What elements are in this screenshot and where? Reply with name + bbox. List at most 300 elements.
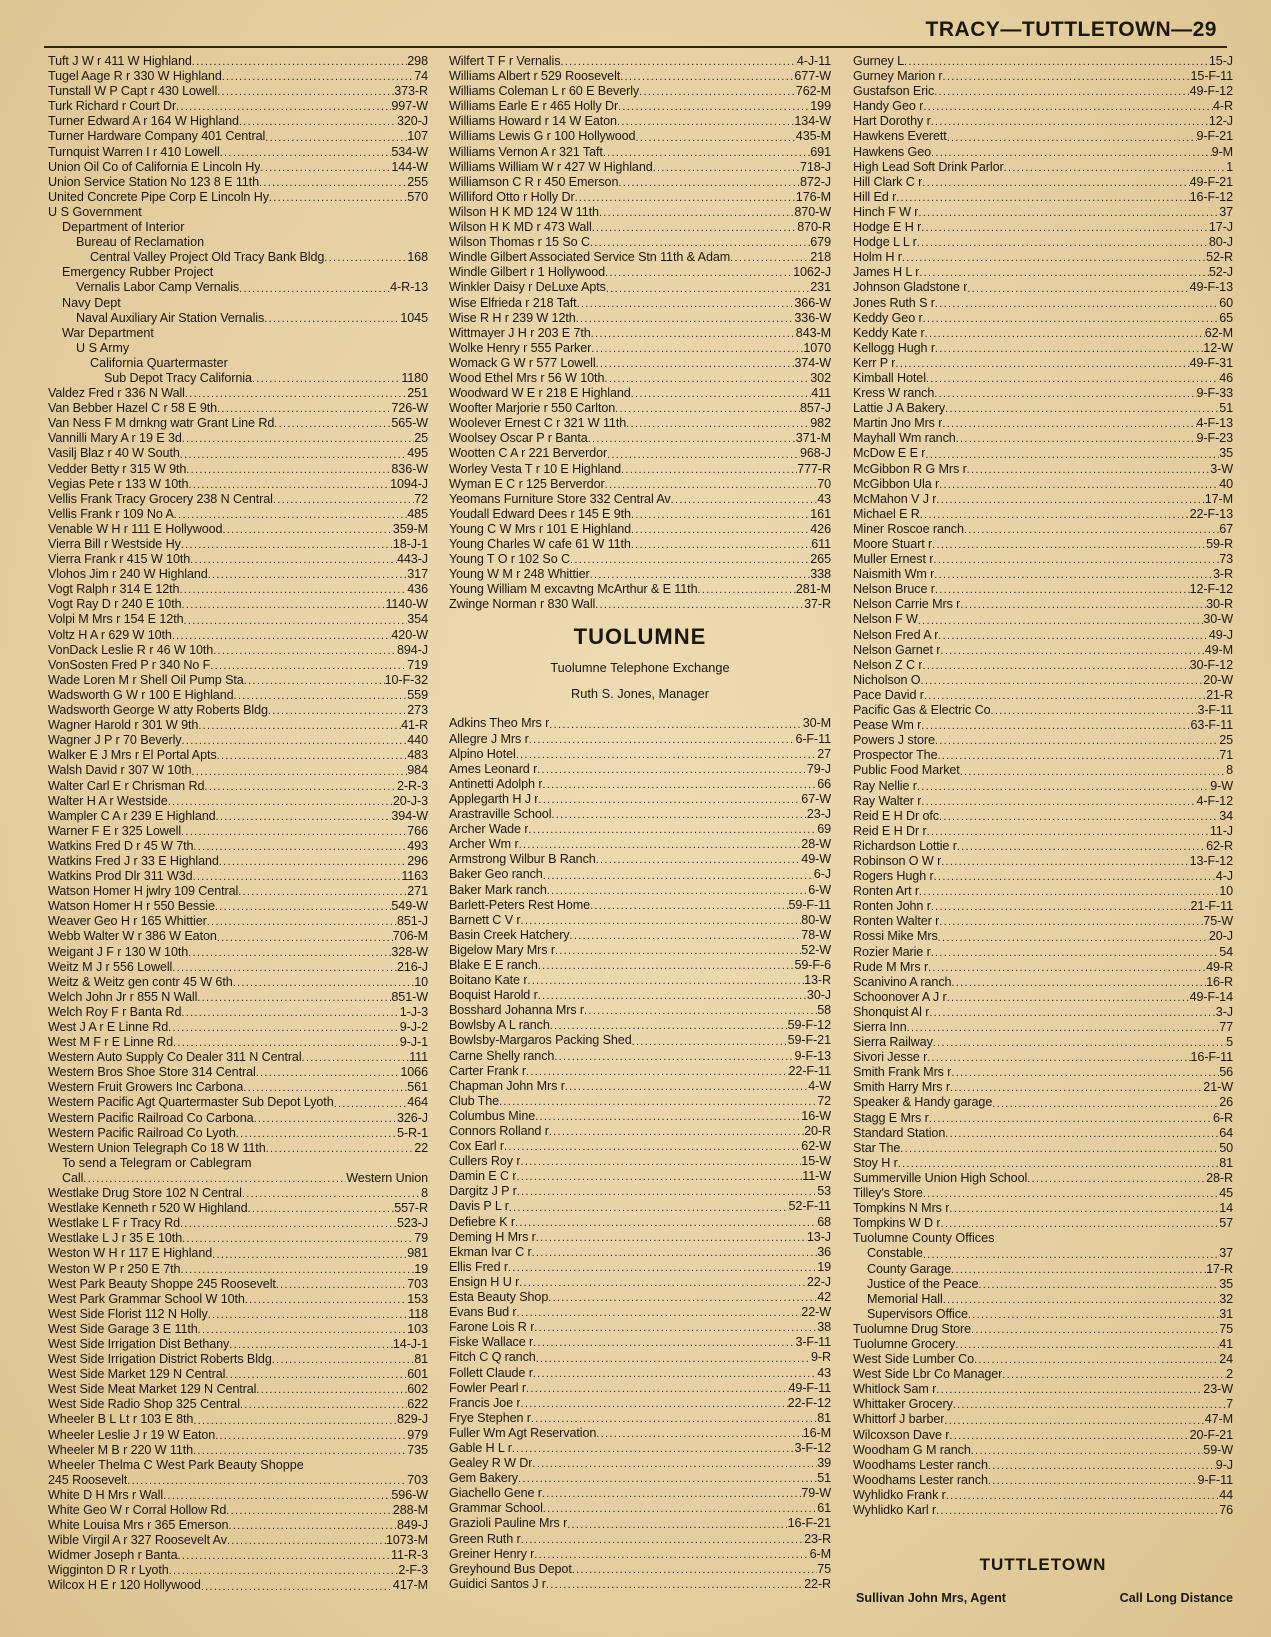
listing-entry (853, 205, 1233, 220)
dot-leader (929, 1007, 1215, 1020)
listing-name: Cox Earl r (449, 1139, 504, 1154)
listing-entry (449, 462, 831, 477)
listing-number: 420-W (391, 627, 428, 642)
dot-leader (939, 916, 1203, 929)
dot-leader (520, 1156, 801, 1169)
dot-leader (207, 916, 397, 929)
listing-number: 483 (407, 748, 428, 763)
dot-leader (527, 975, 804, 988)
listing-name: Tugel Aage R r 330 W Highland (48, 69, 222, 84)
listing-entry (853, 1050, 1233, 1065)
listing-number: 836-W (391, 461, 428, 476)
listing-name: Wheeler B L Lt r 103 E 8th (48, 1412, 194, 1427)
listing-name: Giachello Gene r (449, 1486, 542, 1501)
dot-leader (537, 764, 807, 777)
listing-number: 426 (810, 521, 831, 536)
listing-number: 3-W (1210, 461, 1233, 476)
listing-number: 726-W (391, 401, 428, 416)
listing-entry (449, 175, 831, 190)
listing-number: 6-J (813, 867, 831, 882)
listing-entry (48, 1111, 428, 1126)
dot-leader (215, 1430, 407, 1443)
listing-entry (449, 898, 831, 913)
listing-number: 81 (414, 1352, 428, 1367)
dot-leader (988, 1475, 1198, 1488)
listing-entry (48, 1337, 428, 1352)
listing-number: 706-M (392, 929, 428, 944)
listing-number: 49-R (1206, 959, 1233, 974)
listing-number: 37 (1219, 1246, 1233, 1261)
listing-entry (853, 371, 1233, 386)
listing-entry (48, 779, 428, 794)
listing-number: 16-W (801, 1108, 831, 1123)
listing-entry (48, 1201, 428, 1216)
dot-leader (590, 569, 811, 582)
listing-name: Wolke Henry r 555 Parker (449, 340, 592, 355)
dot-leader (182, 735, 408, 748)
listing-name: Wheeler M B r 220 W 11th (48, 1442, 194, 1457)
dot-leader (548, 1292, 817, 1305)
listing-name: Walter Carl E r Chrisman Rd (48, 778, 205, 793)
listing-entry (853, 1262, 1233, 1277)
listing-name: Windle Gilbert r 1 Hollywood (449, 265, 606, 280)
listing-number: 52-W (801, 942, 831, 957)
listing-entry (853, 1458, 1233, 1473)
listing-name: Ray Nellie r (853, 778, 917, 793)
dot-leader (216, 811, 392, 824)
dot-leader (259, 177, 407, 190)
listing-entry (853, 356, 1233, 371)
listing-name: Bosshard Johanna Mrs r (449, 1003, 584, 1018)
dot-leader (671, 494, 818, 507)
dot-leader (192, 56, 408, 69)
dot-leader (620, 71, 794, 84)
listing-number: 9-F-21 (1196, 129, 1233, 144)
dot-leader (242, 1188, 421, 1201)
dot-leader (516, 1171, 802, 1184)
listing-name: Williford Otto r Holly Dr (449, 189, 575, 204)
listing-name: Wadsworth George W atty Roberts Bldg (48, 703, 268, 718)
dot-leader (208, 1309, 409, 1322)
listing-number: 22 (414, 1140, 428, 1155)
listing-number: 107 (407, 129, 428, 144)
listing-number: 443-J (396, 552, 428, 567)
listing-entry (449, 1260, 831, 1275)
listing-name: Gealey R W Dr (449, 1456, 533, 1471)
listing-number: 12-J (1208, 114, 1233, 129)
listing-number: 30-M (802, 716, 831, 731)
dot-leader (509, 1202, 789, 1215)
listing-entry (853, 597, 1233, 612)
listing-number: 35 (1219, 1276, 1233, 1291)
listing-name: Kerr P r (853, 355, 896, 370)
dot-leader (590, 237, 810, 250)
listing-number: 968-J (799, 446, 831, 461)
listing-entry (48, 990, 428, 1005)
listing-name: Gurney L (853, 54, 905, 68)
listing-name: Greyhound Bus Depot (449, 1561, 572, 1576)
listing-entry (853, 733, 1233, 748)
listing-name: Deming H Mrs r (449, 1229, 536, 1244)
listing-name: Reid E H Dr r (853, 823, 927, 838)
listing-entry (48, 1246, 428, 1261)
listing-name: Western Auto Supply Co Dealer 311 N Central (48, 1050, 302, 1065)
dot-leader (931, 147, 1212, 160)
dot-leader (917, 237, 1209, 250)
listing-name: West Side Irrigation District Roberts Bldg (48, 1352, 272, 1367)
listing-name: Robinson O W r (853, 853, 942, 868)
listing-number: 41 (1219, 1336, 1233, 1351)
listing-entry (48, 854, 428, 869)
listing-number: 40 (1219, 476, 1233, 491)
dot-leader (499, 1096, 817, 1109)
listing-entry (48, 145, 428, 160)
listing-number: 16-M (802, 1425, 831, 1440)
dot-leader (191, 766, 407, 779)
listing-name: Woodhams Lester ranch (853, 1472, 988, 1487)
listing-entry (853, 1412, 1233, 1427)
listing-number: 32 (1219, 1291, 1233, 1306)
listing-number: 20-F-21 (1189, 1427, 1233, 1442)
listing-number: 73 (1219, 552, 1233, 567)
listing-name: Reid E H Dr ofc (853, 808, 939, 823)
listing-number: 601 (407, 1367, 428, 1382)
listing-name: Vogt Ray D r 240 E 10th (48, 597, 182, 612)
listing-number: 851-J (396, 914, 428, 929)
dot-leader (936, 494, 1204, 507)
listing-name: Vellis Frank Tracy Grocery 238 N Central (48, 491, 273, 506)
listing-entry (853, 326, 1233, 341)
listing-number: 72 (817, 1093, 831, 1108)
dot-leader (928, 962, 1206, 975)
listing-name: Western Union Telegraph Co 18 W 11th (48, 1140, 266, 1155)
listing-name: White Geo W r Corral Hollow Rd (48, 1503, 227, 1517)
dot-leader (591, 343, 803, 356)
dot-leader (964, 524, 1219, 537)
dot-leader (923, 313, 1220, 326)
dot-leader (572, 1564, 817, 1577)
listing-entry (48, 371, 428, 386)
listing-number: 9-J (1215, 1457, 1233, 1472)
listing-heading: To send a Telegram or Cablegram (62, 1155, 252, 1170)
dot-leader (924, 690, 1206, 703)
listing-number: 43 (817, 491, 831, 506)
dot-leader (265, 132, 407, 145)
listing-entry (853, 145, 1233, 160)
listing-name: County Garage (867, 1261, 952, 1276)
dot-leader (168, 1022, 400, 1035)
listing-entry (449, 1411, 831, 1426)
listing-entry (853, 416, 1233, 431)
listing-name: Bowlsby-Margaros Packing Shed (449, 1033, 632, 1048)
listing-name: Fiske Wallace r (449, 1335, 534, 1350)
listing-number: 979 (407, 1427, 428, 1442)
dot-leader (83, 1173, 346, 1186)
listing-number: 69 (817, 822, 831, 837)
dot-leader (252, 373, 401, 386)
listing-name: Guidici Santos J r (449, 1576, 546, 1591)
listing-name: Lattie J A Bakery (853, 401, 946, 416)
dot-leader (588, 433, 796, 446)
listing-number: 72 (414, 491, 428, 506)
listing-entry (853, 839, 1233, 854)
listing-name: Woolever Ernest C r 321 W 11th (449, 416, 627, 431)
listing-number: 20-W (1203, 672, 1233, 687)
listing-number: 281-M (795, 582, 831, 597)
listing-number: 534-W (391, 144, 428, 159)
listing-name: Sivori Jesse r (853, 1050, 928, 1065)
dot-leader (596, 1428, 802, 1441)
listing-heading: U S Government (48, 204, 142, 219)
dot-leader (245, 1294, 407, 1307)
dot-leader (605, 479, 818, 492)
dot-leader (193, 871, 402, 884)
listing-name: Winkler Daisy r DeLuxe Apts (449, 280, 606, 295)
listing-number: 559 (407, 687, 428, 702)
listing-entry (853, 1277, 1233, 1292)
listing-name: Fowler Pearl r (449, 1380, 526, 1395)
dot-leader (266, 1143, 415, 1156)
listing-name: Turner Hardware Company 401 Central (48, 129, 266, 144)
listing-number: 216-J (396, 959, 428, 974)
listing-name: Van Bebber Hazel C r 58 E 9th (48, 401, 218, 416)
listing-number: 20-R (804, 1124, 831, 1138)
dot-leader (260, 162, 391, 175)
listing-number: 76 (1219, 1503, 1233, 1517)
listing-number: 3-F-12 (794, 1440, 831, 1455)
listing-number: 34 (1219, 808, 1233, 823)
listing-number: 78-W (801, 927, 831, 942)
dot-leader (960, 766, 1226, 779)
dot-leader (902, 252, 1206, 265)
listing-entry (48, 1503, 428, 1518)
listing-heading: Bureau of Reclamation (76, 235, 205, 250)
listing-number: 1066 (400, 1065, 428, 1080)
listing-entry (449, 1018, 831, 1033)
dot-leader (229, 1339, 393, 1352)
listing-number: 28-R (1206, 1170, 1233, 1185)
listing-number: 75 (1219, 1321, 1233, 1336)
listing-number: 31 (1219, 1306, 1233, 1321)
listing-entry (48, 190, 428, 205)
listing-entry (449, 973, 831, 988)
dot-leader (631, 539, 811, 552)
listing-number: 336-W (794, 310, 831, 325)
listing-number: 80-J (1208, 235, 1233, 250)
dot-leader (592, 222, 798, 235)
tuolumne-exchange-name: Tuolumne Telephone Exchange (550, 660, 730, 676)
dot-leader (941, 856, 1189, 869)
listing-name: Watkins Fred J r 33 E Highland (48, 853, 219, 868)
listing-number: 565-W (391, 416, 428, 431)
listing-entry (853, 1111, 1233, 1126)
dot-leader (591, 328, 796, 341)
listing-number: 273 (407, 703, 428, 718)
listing-name: Union Service Station No 123 8 E 11th (48, 174, 259, 189)
listing-entry (853, 688, 1233, 703)
listing-number: 49-F-21 (1189, 174, 1233, 189)
listing-name: Tunstall W P Capt r 430 Lowell (48, 84, 218, 99)
listing-name: Vellis Frank r 109 No A (48, 506, 174, 521)
listing-name: Sub Depot Tracy California (104, 370, 252, 385)
listing-entry (48, 1262, 428, 1277)
listing-number: 1045 (400, 310, 428, 325)
listing-number: 320-J (396, 114, 428, 129)
listing-name: Supervisors Office (867, 1306, 968, 1321)
listing-number: 1 (1226, 159, 1233, 174)
listing-entry (449, 913, 831, 928)
listing-entry (48, 311, 428, 326)
listing-entry (48, 1367, 428, 1382)
listing-name: Nelson F W (853, 612, 918, 627)
listing-entry (853, 446, 1233, 461)
dot-leader (939, 811, 1219, 824)
listing-number: 58 (817, 1003, 831, 1018)
listing-number: 23-R (804, 1531, 831, 1546)
listing-name: Archer Wm r (449, 837, 519, 852)
listing-entry (48, 1080, 428, 1095)
listing-name: McMahon V J r (853, 491, 937, 506)
listing-entry (853, 869, 1233, 884)
listing-name: Western Pacific Railroad Co Lyoth (48, 1125, 236, 1140)
listing-entry (48, 945, 428, 960)
listing-entry (449, 296, 831, 311)
listing-number: 5-R-1 (397, 1125, 428, 1140)
listing-name: Applegarth H J r (449, 791, 539, 806)
listing-number: 374-W (794, 355, 831, 370)
listing-entry (449, 326, 831, 341)
dot-leader (926, 373, 1219, 386)
listing-entry (853, 1367, 1233, 1382)
listing-number: 20-J (1208, 929, 1233, 944)
listing-number: 70 (817, 476, 831, 491)
listing-name: Wheeler Leslie J r 19 W Eaton (48, 1427, 216, 1442)
listing-name: Antinetti Adolph r (449, 776, 543, 791)
listing-name: Woodward W E r 218 E Highland (449, 386, 631, 401)
dot-leader (217, 403, 391, 416)
listing-number: 79-J (806, 761, 831, 776)
listing-entry (449, 1169, 831, 1184)
listing-name: Fitch C Q ranch (449, 1350, 536, 1365)
listing-name: Green Ruth r (449, 1531, 521, 1546)
listing-number: 417-M (392, 1578, 428, 1593)
listing-number: 16-F-21 (787, 1516, 831, 1531)
listing-entry (853, 945, 1233, 960)
dot-leader (238, 886, 407, 899)
listing-number: 54 (1219, 944, 1233, 959)
listing-name: Whitlock Sam r (853, 1382, 937, 1397)
listing-entry (449, 386, 831, 401)
listing-number: 6-F-11 (795, 731, 831, 746)
listing-number: 9-F-23 (1196, 431, 1233, 446)
listing-entry (48, 1020, 428, 1035)
dot-leader (904, 56, 1209, 69)
listing-entry (449, 958, 831, 973)
listing-entry (853, 779, 1233, 794)
dot-leader (184, 615, 408, 628)
dot-leader (172, 630, 392, 643)
listing-name: Constable (867, 1246, 923, 1261)
listing-entry (449, 822, 831, 837)
dot-leader (542, 779, 817, 792)
dot-leader (945, 1128, 1219, 1141)
listing-name: Valdez Fred r 336 N Wall (48, 386, 185, 401)
listing-heading: Navy Dept (62, 295, 121, 310)
dot-leader (190, 554, 397, 567)
listing-entry (449, 54, 831, 69)
listing-name: VonDack Leslie R r 46 W 10th (48, 642, 214, 657)
listing-entry (449, 1154, 831, 1169)
listing-entry (449, 1305, 831, 1320)
listing-entry (853, 1005, 1233, 1020)
listing-entry (853, 1337, 1233, 1352)
listing-entry (853, 84, 1233, 99)
listing-heading: Tuolumne County Offices (853, 1231, 995, 1246)
listing-name: Wootten C A r 221 Berverdor (449, 446, 608, 461)
listing-entry (449, 145, 831, 160)
dot-leader (254, 1113, 397, 1126)
dot-leader (938, 630, 1209, 643)
listing-entry (853, 129, 1233, 144)
listing-name: Greiner Henry r (449, 1546, 535, 1561)
listing-number: 52-F-11 (788, 1199, 831, 1214)
listing-entry (853, 114, 1233, 129)
listing-entry (449, 1033, 831, 1048)
listing-name: Sierra Inn (853, 1020, 907, 1034)
dot-leader (228, 1520, 397, 1533)
dot-leader (599, 207, 794, 220)
dot-leader (273, 494, 414, 507)
listing-number: 199 (810, 99, 831, 114)
listing-number: 464 (407, 1095, 428, 1110)
listing-number: 3-F-11 (1197, 703, 1233, 718)
listing-name: Young T O r 102 So C (449, 552, 570, 567)
listing-number: 1094-J (390, 476, 428, 491)
dot-leader (197, 992, 391, 1005)
dot-leader (533, 1337, 795, 1350)
listing-name: Westlake Drug Store 102 N Central (48, 1186, 242, 1201)
listing-name: Adkins Theo Mrs r (449, 716, 550, 731)
listing-entry (449, 401, 831, 416)
dot-leader (1004, 162, 1226, 175)
dot-leader (934, 569, 1213, 582)
listing-number: 16-R (1206, 974, 1233, 989)
listing-entry (449, 446, 831, 461)
listing-heading: Wheeler Thelma C West Park Beauty Shoppe (48, 1457, 304, 1472)
listing-number: 57 (1219, 1216, 1233, 1231)
listing-number: 570 (407, 189, 428, 204)
listing-name: Esta Beauty Shop (449, 1290, 549, 1305)
dot-leader (919, 886, 1219, 899)
listing-entry (449, 732, 831, 747)
listing-entry (853, 1020, 1233, 1035)
listing-number: 13-J (806, 1229, 831, 1244)
listing-name: Woofter Marjorie r 550 Carlton (449, 401, 616, 416)
listing-entry (48, 1412, 428, 1427)
listing-name: Archer Wade r (449, 822, 529, 837)
listing-name: McGibbon Ula r (853, 476, 940, 491)
listing-entry (48, 431, 428, 446)
dot-leader (938, 932, 1209, 945)
listing-number: 9-F-33 (1196, 386, 1233, 401)
dot-leader (596, 358, 795, 371)
dot-leader (226, 1505, 393, 1518)
listing-number: 849-J (396, 1518, 428, 1533)
listing-entry (48, 748, 428, 763)
listing-entry (48, 1473, 428, 1488)
dot-leader (907, 1022, 1220, 1035)
listing-name: Western Bros Shoe Store 314 Central (48, 1065, 256, 1080)
